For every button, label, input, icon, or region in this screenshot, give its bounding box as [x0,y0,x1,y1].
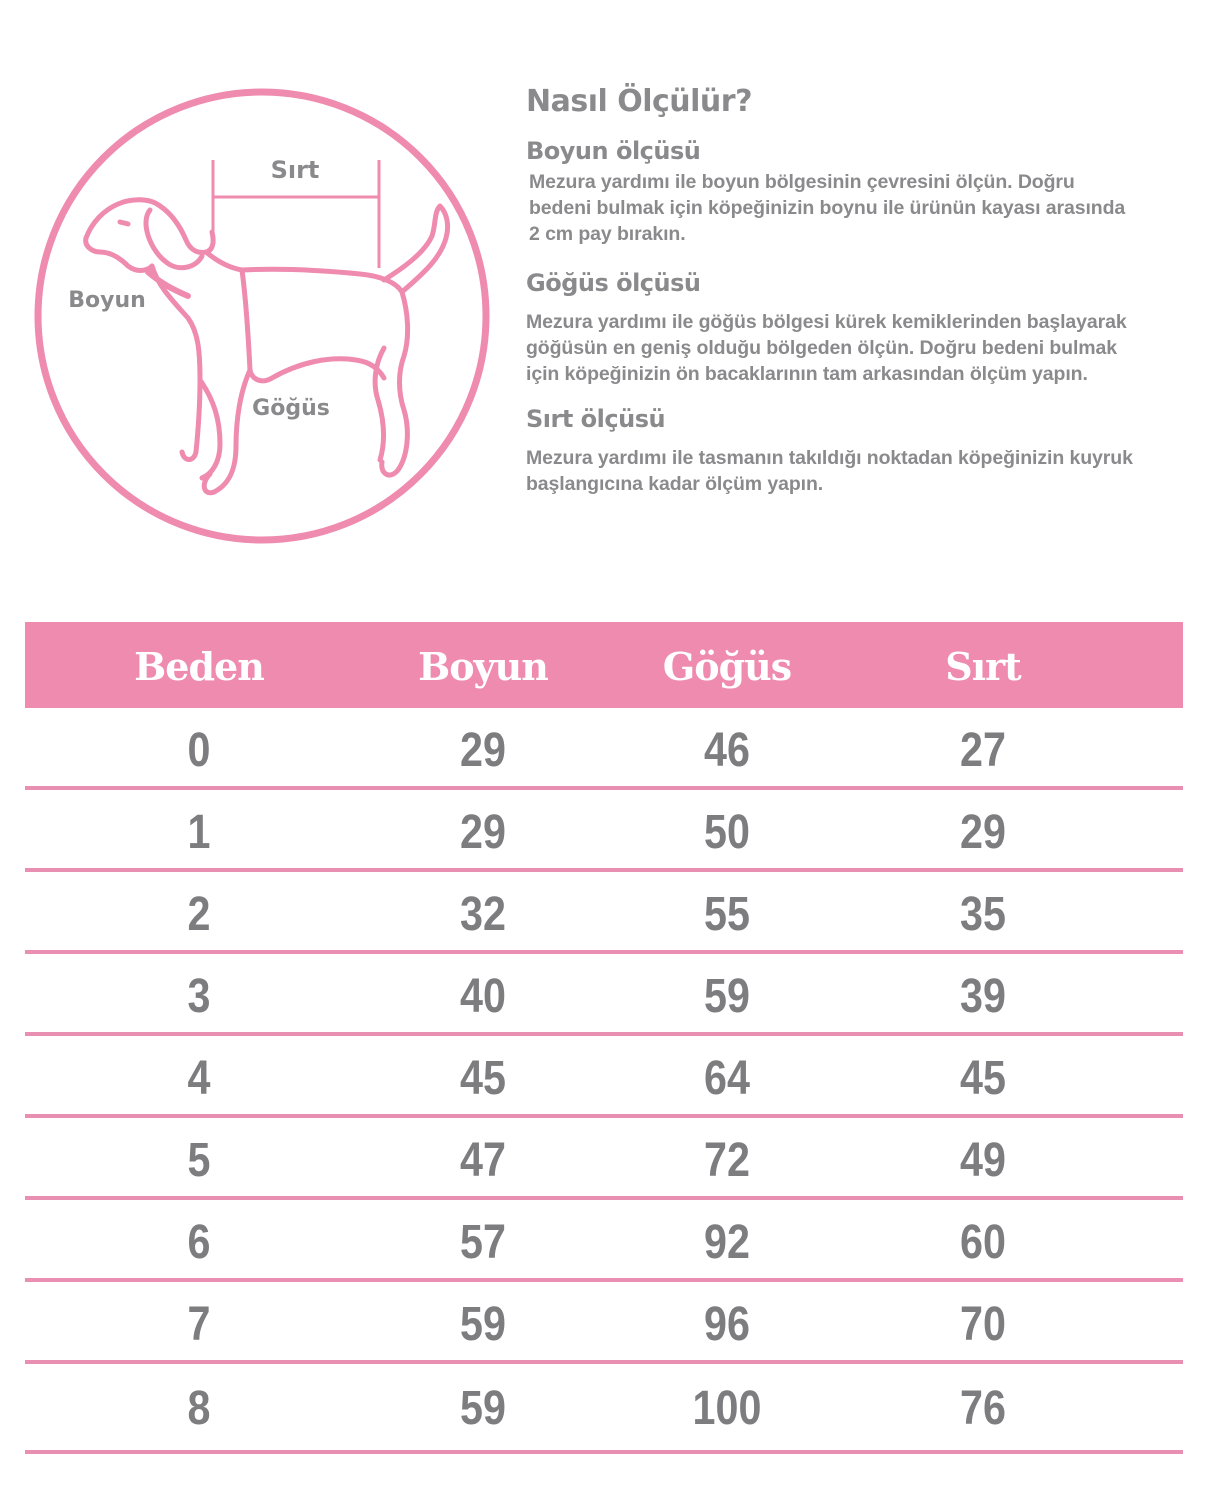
neck-section [526,137,1206,247]
neck-section-line: bedeni bulmak için köpeğinizin boynu ile ürünün kayası arasında [529,197,1126,219]
cell-chest: 72 [704,1134,750,1187]
cell-size: 2 [187,888,211,941]
table-row [25,954,1183,1036]
size-table-header [25,622,1183,708]
cell-neck: 45 [460,1052,506,1105]
table-row [25,1364,1183,1454]
cell-back: 39 [960,970,1006,1023]
cell-chest: 100 [692,1382,762,1435]
cell-size: 5 [187,1134,211,1187]
cell-chest: 59 [704,970,750,1023]
cell-neck: 40 [460,970,506,1023]
neck-section-line: Mezura yardımı ile boyun bölgesinin çevresini ölçün. Doğru [529,171,1075,193]
cell-chest: 50 [704,806,750,859]
cell-back: 45 [960,1052,1006,1105]
cell-back: 49 [960,1134,1006,1187]
cell-back: 70 [960,1298,1006,1351]
diagram-circle [38,92,486,540]
cell-size: 0 [187,724,211,777]
cell-size: 8 [187,1382,211,1435]
cell-size: 7 [187,1298,211,1351]
back-label: Sırt [270,156,320,184]
chest-section-line: Mezura yardımı ile göğüs bölgesi kürek kemiklerinden başlayarak [526,311,1127,333]
cell-back: 60 [960,1216,1006,1269]
cell-neck: 59 [460,1382,506,1435]
cell-chest: 92 [704,1216,750,1269]
cell-neck: 29 [460,724,506,777]
dog-measurement-diagram [0,0,520,560]
header-neck: Boyun [418,644,548,689]
cell-neck: 32 [460,888,506,941]
cell-chest: 96 [704,1298,750,1351]
chest-section-line: göğüsün en geniş olduğu bölgeden ölçün. Doğru bedeni bulmak [526,337,1118,359]
back-section-heading: Sırt ölçüsü [526,405,666,433]
cell-chest: 46 [704,724,750,777]
guide-title: Nasıl Ölçülür? [526,84,752,119]
table-row [25,1036,1183,1118]
back-section-line: Mezura yardımı ile tasmanın takıldığı noktadan köpeğinizin kuyruk [526,447,1133,469]
measurement-guide [526,84,1206,497]
cell-chest: 55 [704,888,750,941]
neck-section-line: 2 cm pay bırakın. [529,223,686,245]
cell-chest: 64 [704,1052,750,1105]
cell-back: 27 [960,724,1006,777]
cell-size: 1 [187,806,211,859]
cell-size: 6 [187,1216,211,1269]
header-size: Beden [134,644,264,689]
cell-size: 4 [187,1052,211,1105]
table-row [25,708,1183,790]
cell-neck: 47 [460,1134,506,1187]
cell-back: 35 [960,888,1006,941]
table-row [25,1118,1183,1200]
table-row [25,790,1183,872]
size-table [25,622,1183,1454]
cell-neck: 29 [460,806,506,859]
dog-icon [86,200,448,493]
cell-size: 3 [187,970,211,1023]
cell-back: 29 [960,806,1006,859]
table-row [25,1200,1183,1282]
cell-neck: 57 [460,1216,506,1269]
chest-section-line: için köpeğinizin ön bacaklarının tam arkasından ölçüm yapın. [526,363,1088,385]
chest-section [526,269,1206,387]
chest-label: Göğüs [252,396,330,421]
cell-back: 76 [960,1382,1006,1435]
back-section-line: başlangıcına kadar ölçüm yapın. [526,473,824,495]
table-row [25,872,1183,954]
header-back: Sırt [945,644,1021,689]
back-section [526,405,1206,497]
header-chest: Göğüs [662,644,792,689]
neck-section-heading: Boyun ölçüsü [526,137,701,165]
chest-section-heading: Göğüs ölçüsü [526,269,701,297]
cell-neck: 59 [460,1298,506,1351]
table-row [25,1282,1183,1364]
neck-label: Boyun [68,288,146,313]
